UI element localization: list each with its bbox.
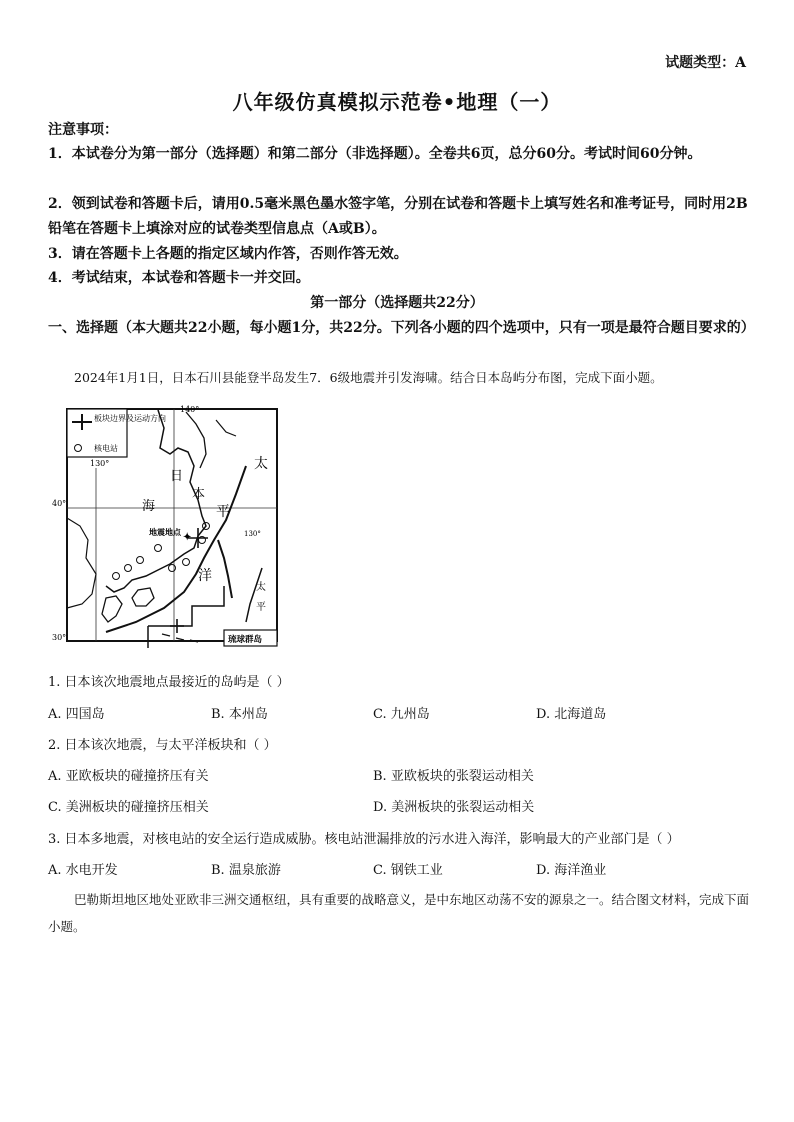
map-label-yang: 洋: [198, 568, 212, 584]
section-heading: 一、选择题（本大题共22小题，每小题1分，共22分。下列各小题的四个选项中，只有一项是最符合题目要求的）: [48, 320, 755, 336]
map-label-tai: 太: [254, 456, 268, 472]
legend-boundary-label: 板块边界及运动方向: [94, 414, 166, 423]
map-label-tai2: 太: [256, 582, 266, 593]
page-title: 八年级仿真模拟示范卷•地理（一）: [232, 90, 562, 114]
lat-30-label: 30°: [52, 633, 67, 642]
legend-nuclear-label: 核电站: [94, 444, 118, 453]
q3-option-d[interactable]: D. 海洋渔业: [536, 863, 607, 878]
q3-option-c[interactable]: C. 钢铁工业: [373, 863, 443, 878]
intro-passage-2: 巴勒斯坦地区地处亚欧非三洲交通枢纽，具有重要的战略意义，是中东地区动荡不安的源泉之一。结合图文材料，完成下面小题。: [48, 892, 750, 934]
part1-title: 第一部分（选择题共22分）: [310, 295, 484, 311]
map-label-ben: 本: [192, 487, 206, 502]
ryukyu-label: 琉球群岛: [228, 635, 263, 645]
notice-item-4: 4．考试结束，本试卷和答题卡一并交回。: [48, 270, 310, 286]
q3-option-b[interactable]: B. 温泉旅游: [211, 863, 281, 878]
exam-type-label: 试题类型：A: [665, 55, 746, 71]
map-label-ping: 平: [216, 504, 230, 520]
q3-option-a[interactable]: A. 水电开发: [48, 863, 118, 878]
lon-130-label: 130°: [90, 459, 110, 468]
q1-option-a[interactable]: A. 四国岛: [48, 707, 105, 722]
notice-item-3: 3．请在答题卡上各题的指定区域内作答，否则作答无效。: [48, 246, 408, 262]
lat-40-label: 40°: [52, 499, 67, 508]
q1-option-b[interactable]: B. 本州岛: [211, 707, 268, 722]
quake-star-icon: ✦: [183, 532, 192, 543]
lon-130b-label: 130°: [244, 530, 261, 538]
map-label-hai: 海: [142, 499, 156, 514]
q1-option-c[interactable]: C. 九州岛: [373, 707, 430, 722]
japan-islands-map: [52, 405, 278, 648]
quake-location-label: 地震地点: [149, 527, 181, 537]
q1-option-d[interactable]: D. 北海道岛: [536, 707, 607, 722]
intro-passage-1: 2024年1月1日，日本石川县能登半岛发生7．6级地震并引发海啸。结合日本岛屿分布图，完成下面小题。: [74, 370, 663, 385]
notice-item-2: 2．领到试卷和答题卡后，请用0.5毫米黑色墨水签字笔，分别在试卷和答题卡上填写姓名和准考证号，同时用2B铅笔在答题卡上填涂对应的试卷类型信息点（A或B）。: [48, 196, 748, 237]
map-label-ping2: 平: [256, 602, 266, 613]
q2-option-d[interactable]: D. 美洲板块的张裂运动相关: [373, 800, 535, 815]
lon-140-label: 140°: [180, 405, 200, 414]
notice-heading: 注意事项：: [48, 122, 118, 138]
notice-item-1: 1．本试卷分为第一部分（选择题）和第二部分（非选择题）。全卷共6页，总分60分。考试时间60分钟。: [48, 146, 702, 162]
question-1-stem: 1. 日本该次地震地点最接近的岛屿是（ ）: [48, 675, 290, 690]
map-label-ri: 日: [170, 469, 184, 484]
question-2-stem: 2. 日本该次地震，与太平洋板块和（ ）: [48, 738, 277, 753]
question-3-stem: 3. 日本多地震，对核电站的安全运行造成威胁。核电站泄漏排放的污水进入海洋，影响最大的产业部门是（ ）: [48, 832, 680, 847]
q2-option-b[interactable]: B. 亚欧板块的张裂运动相关: [373, 769, 534, 784]
q2-option-a[interactable]: A. 亚欧板块的碰撞挤压有关: [48, 769, 209, 784]
q2-option-c[interactable]: C. 美洲板块的碰撞挤压相关: [48, 800, 209, 815]
